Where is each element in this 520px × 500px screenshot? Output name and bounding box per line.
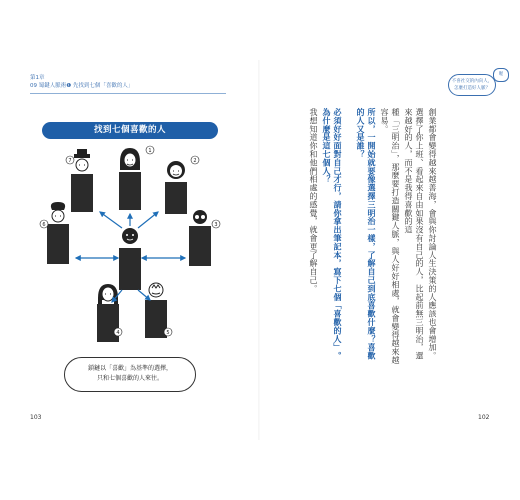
center-person <box>119 228 141 290</box>
person-5 <box>145 283 170 338</box>
person-2 <box>165 156 199 214</box>
figure-number-5: 5 <box>166 330 170 336</box>
vertical-body-text <box>280 108 438 368</box>
paragraph-6: 我想知道你和他們相處的感覺，就會更了解自己。 <box>309 108 318 293</box>
chapter-section-title: 09 蜀鍵人脈術❶ 先找到七個「喜歡的人」 <box>30 83 134 89</box>
caption-line-1: 鎖鏈以「喜歡」為基準的選擇， <box>87 365 172 372</box>
left-page-number: 103 <box>30 414 42 421</box>
person-7 <box>66 149 93 212</box>
figure-number-3: 3 <box>214 222 218 228</box>
person-6 <box>40 202 69 264</box>
paragraph-2: 選擇了你上班、看起來自由如果沒有自己的人，比起前無三明治，還來越好的人，而不是我得喜歡的這 <box>404 108 424 360</box>
person-1 <box>119 146 154 210</box>
paragraph-1: 創業都會變得越來越善海，會與你討論人生決策的人應該也會增加。 <box>428 108 437 360</box>
chapter-number: 第1章 <box>30 75 45 81</box>
chapter-badge <box>448 74 496 96</box>
paragraph-5-emphasis: 必須好好面對自己才行，請你拿出筆記本，寫下七個「喜歡的人」。為什麼是這七個人？ <box>322 108 342 360</box>
chapter-header <box>30 74 133 90</box>
figure-number-6: 6 <box>42 222 46 228</box>
badge-line-1: 不喜社交的內向人， <box>451 79 493 84</box>
paragraph-4-emphasis: 所以，一開始就要像選擇三明治一樣，了解自己到底喜歡什麼？喜歡的人又是誰？ <box>356 108 376 360</box>
seven-people-diagram <box>30 140 240 350</box>
badge-tag: 喔 <box>493 68 509 82</box>
caption-line-2: 只和七個喜歡的人來往。 <box>96 375 163 382</box>
person-3 <box>189 210 220 266</box>
badge-line-2: 怎麼打造好人脈？ <box>454 86 490 91</box>
figure-number-2: 2 <box>193 158 197 164</box>
figure-title: 找到七個喜歡的人 <box>42 122 218 139</box>
figure-number-7: 7 <box>68 158 72 164</box>
paragraph-3: 種「三明治」，那麼要打造關鍵人脈，與人好好相處，就會變得越來越容易。 <box>380 108 400 365</box>
header-divider <box>30 93 226 94</box>
right-page-number: 102 <box>478 414 490 421</box>
figure-caption <box>64 357 196 392</box>
figure-number-4: 4 <box>116 330 120 336</box>
figure-number-1: 1 <box>148 148 152 154</box>
